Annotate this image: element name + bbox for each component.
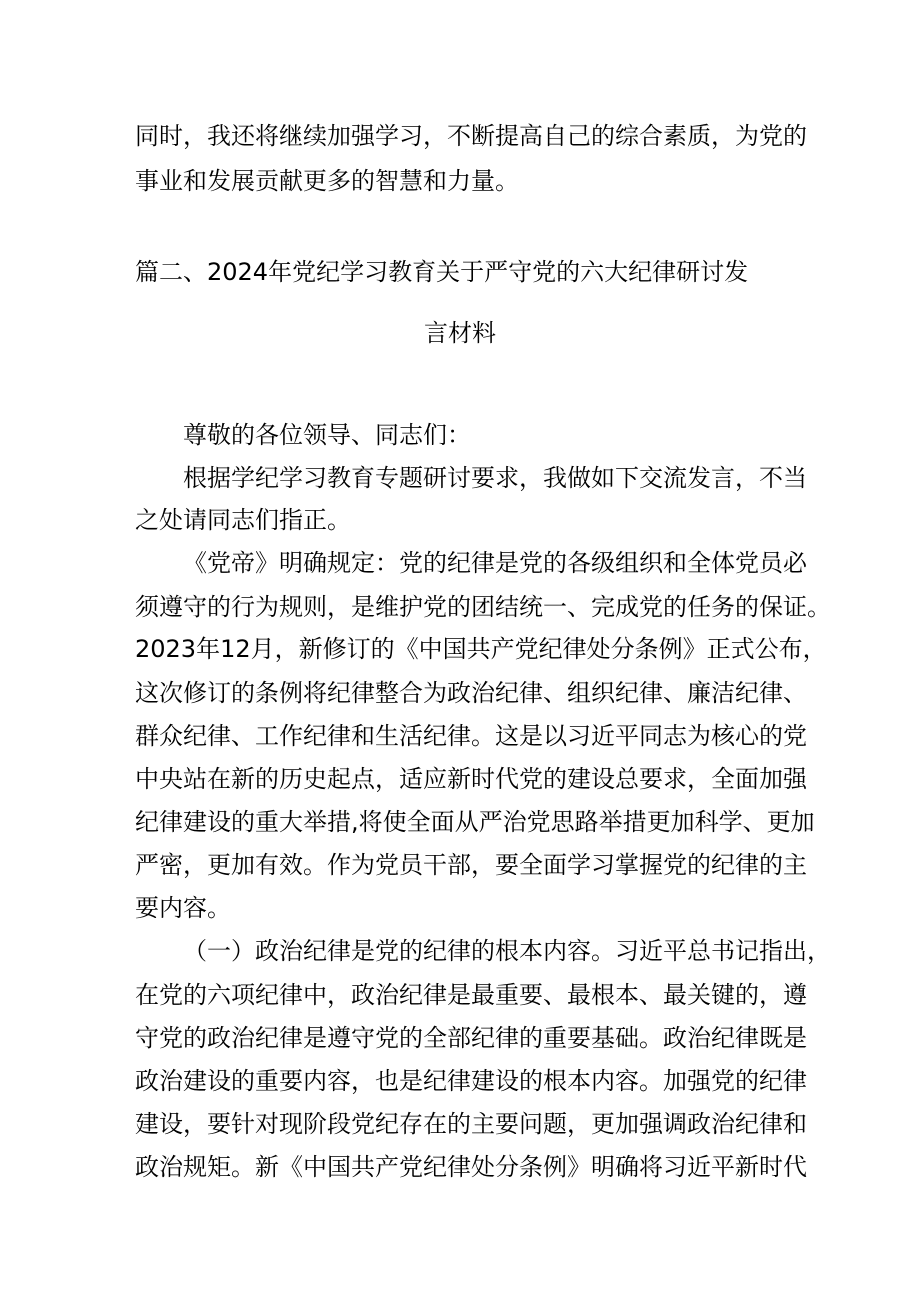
p3-line-5: 建设，要针对现阶段党纪存在的主要问题，更加强调政治纪律和 bbox=[135, 1110, 807, 1138]
p1-line-1: 根据学纪学习教育专题研讨要求，我做如下交流发言，不当 bbox=[183, 464, 807, 492]
p2-line-7: 纪律建设的重大举措,将使全面从严治党思路举措更加科学、更加 bbox=[135, 808, 815, 836]
intro-line-1: 同时，我还将继续加强学习，不断提高自己的综合素质，为党的 bbox=[135, 122, 807, 150]
p3-line-4: 政治建设的重要内容，也是纪律建设的根本内容。加强党的纪律 bbox=[135, 1067, 807, 1095]
p2-line-3: 2023年12月，新修订的《中国共产党纪律处分条例》正式公布， bbox=[135, 635, 827, 663]
p3-line-3: 守党的政治纪律是遵守党的全部纪律的重要基础。政治纪律既是 bbox=[135, 1024, 807, 1052]
p2-line-6: 中央站在新的历史起点，适应新时代党的建设总要求，全面加强 bbox=[135, 765, 807, 793]
section-title-line-1: 篇二、2024年党纪学习教育关于严守党的六大纪律研讨发 bbox=[135, 258, 749, 286]
p2-line-5: 群众纪律、工作纪律和生活纪律。这是以习近平同志为核心的党 bbox=[135, 722, 807, 750]
intro-line-2: 事业和发展贡献更多的智慧和力量。 bbox=[135, 167, 519, 195]
salutation: 尊敬的各位领导、同志们： bbox=[183, 421, 471, 449]
p2-line-1: 《党帝》明确规定：党的纪律是党的各级组织和全体党员必 bbox=[183, 549, 807, 577]
p3-line-1: （一）政治纪律是党的纪律的根本内容。习近平总书记指出， bbox=[183, 937, 831, 965]
p2-line-8: 严密，更加有效。作为党员干部，要全面学习掌握党的纪律的主 bbox=[135, 851, 807, 879]
p3-line-2: 在党的六项纪律中，政治纪律是最重要、最根本、最关键的，遵 bbox=[135, 981, 807, 1009]
p2-line-4: 这次修订的条例将纪律整合为政治纪律、组织纪律、廉洁纪律、 bbox=[135, 679, 807, 707]
section-title-line-2: 言材料 bbox=[424, 319, 496, 347]
p2-line-9: 要内容。 bbox=[135, 894, 231, 922]
p2-line-2: 须遵守的行为规则，是维护党的团结统一、完成党的任务的保证。 bbox=[135, 593, 831, 621]
p3-line-6: 政治规矩。新《中国共产党纪律处分条例》明确将习近平新时代 bbox=[135, 1153, 807, 1181]
p1-line-2: 之处请同志们指正。 bbox=[135, 506, 351, 534]
